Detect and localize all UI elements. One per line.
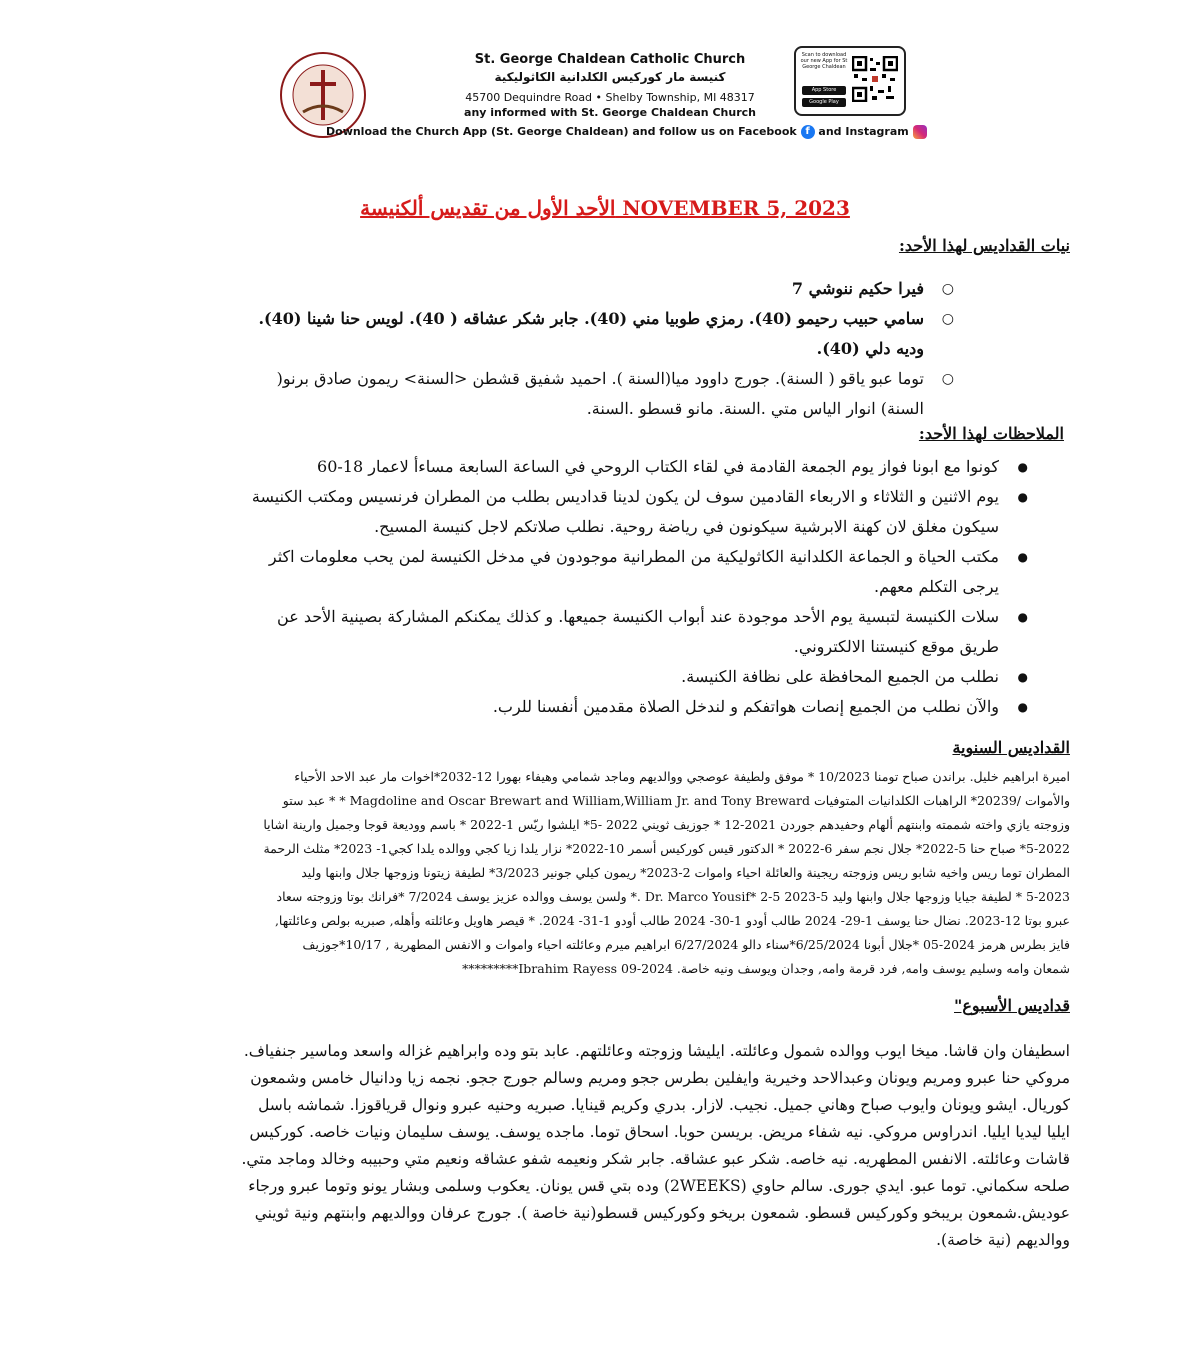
weekly-line: عوديش.شمعون بريبخو وكوركيس قسطو. شمعون بريخو وكوركيس قسطو(نية خاصة ). جورج عرفان ووالديهم وابنتهم ونية ثويني — [254, 1204, 1070, 1222]
download-line — [326, 125, 926, 139]
google-play-badge[interactable]: Google Play — [802, 98, 846, 107]
app-download-box — [794, 46, 906, 116]
weekly-line: قاشات وعائلته. الانفس المطهريه. نيه خاصه. شكر عبو عشاقه. جابر شكر ونعيمه شفو عشاقه ونعيم متي وحبيبه وخالد وماجد متي. — [241, 1150, 1070, 1168]
note-item: ● نطلب من الجميع المحافظة على نظافة الكنيسة. — [244, 662, 1034, 692]
app-store-badge[interactable]: App Store — [802, 86, 846, 95]
annual-line: 5-2022* صباح حنا 5-2022* جلال نجم سفر 6-2022 * الدكتور قيس كوركيس أسمر 10-2022* نزار يلدا زيا كجي ووالده يلدا كجي1- 2023* مثلث الرحمة — [263, 841, 1070, 856]
qr-code-icon — [852, 56, 898, 102]
intention-item: ○ توما عبو ياقو ( السنة). جورج داوود ميا(السنة ). احميد شفيق قشطن <السنة> ريمون صادق برنو( السنة) انوار الياس متي .السنة. مانو قسطو .السنة. — [234, 364, 954, 424]
intention-item: ○ سامي حبيب رحيمو (40). رمزي طوبيا مني (40). جابر شكر عشاقه ( 40). لويس حنا شينا (40). وديه دلي (40). — [234, 304, 954, 364]
page-title: الأحد الأول من تقديس ألكنيسة NOVEMBER 5, 2023 — [360, 196, 850, 220]
weekly-masses-heading: قداديس الأسبوع" — [954, 996, 1070, 1015]
download-text: Download the Church App (St. George Chaldean) and follow us on Facebook — [326, 125, 797, 138]
annual-line: وزوجته يازي واخته شممته وابنتهم ألهام وحفيدهم جوردن 2021-12 * جوزيف ثويني 2022 -5* ايلشوا ريّس 1-2022 * باسم ووديعة قوجا وجميل وارينة اشايا — [263, 817, 1070, 832]
church-name-arabic: كنيسة مار كوركيس الكلدانية الكاثوليكية — [494, 70, 726, 84]
intentions-heading: نيات القداديس لهذا الأحد: — [898, 236, 1070, 255]
annual-masses-text — [120, 765, 1070, 981]
church-name: St. George Chaldean Catholic Church — [474, 52, 746, 67]
note-item: ● يوم الاثنين و الثلاثاء و الاربعاء القادمين سوف لن يكون لدينا قداديس بطلب من المطران فرنسيس ومكتب الكنيسة سيكون مغلق لان كهنة الابرشية سيكونون في رياضة روحية. نطلب صلاتكم لاجل كنيسة المسيح. — [244, 482, 1034, 542]
instagram-text: and Instagram — [818, 125, 909, 138]
annual-line: اميرة ابراهيم خليل. براندن صباح تومنا 10/2023 * موفق ولطيفة عوصجي ووالديهم وماجد شمامي وهيفاء بهورا 12-2032*اخوات مار عبد الاحد الأحياء — [294, 769, 1070, 784]
notes-heading: الملاحظات لهذا الأحد: — [918, 424, 1064, 443]
church-address: 45700 Dequindre Road • Shelby Township, MI 48317 — [465, 91, 755, 104]
weekly-line: اسطيفان وان قاشا. ميخا ايوب ووالده شمول وعائلته. ايليشا وزوجته وعائلتهم. عابد بتو وده وابراهيم غزاله واسعد وماسير جنفياف. — [243, 1042, 1070, 1060]
intentions-list — [234, 274, 954, 424]
church-informed-line: any informed with St. George Chaldean Church — [464, 106, 756, 119]
weekly-line: مروكي حنا عبرو ومريم ويونان وعبدالاحد وخيرية وايفلين بطرس ججو ومريم وسالم جورج ججو. نجمه زيا ودانيال خامس وشمعون — [250, 1069, 1070, 1087]
weekly-line: ايليا ليديا ايليا. اندراوس مروكي. نيه شفاء مريض. بريسن حوبا. اسحاق توما. ماجده يوسف. يوسف سليمان ونيات خاصه. كوركيس — [249, 1123, 1070, 1141]
intention-item: ○ فيرا حكيم ننوشي 7 — [234, 274, 954, 304]
annual-line: شمعان وامه وسليم يوسف وامه, فرد قرمة وامه, وجدان ويوسف ونيه خاصة. Ibrahim Rayess 09-2024********* — [462, 961, 1070, 976]
instagram-icon[interactable] — [913, 125, 927, 139]
app-box-text: Scan to download our new App for St George Chaldean — [800, 52, 848, 70]
annual-line: عبرو بوتا 12-2023. نضال حنا يوسف 1-29- 2024 طالب أودو 1-30- 2024 طالب أودو 1-31- 2024. * قيصر هاويل وعائلته وأهله, صبريه بولص وعائلتها, — [274, 913, 1070, 928]
annual-masses-heading: القداديس السنوية — [952, 738, 1070, 757]
annual-line: 5-2023 * لطيفة جيايا وزوجها جلال وابنها وليد 5-2023 5-2 *Dr. Marco Yousif .* ولسن يوسف ووالده عزيز يوسف 7/2024 *فرانك بوتا وزوجته سعاد — [276, 889, 1070, 904]
notes-list — [244, 452, 1034, 722]
weekly-masses-text — [120, 1038, 1070, 1254]
note-item: ● والآن نطلب من الجميع إنصات هواتفكم و لندخل الصلاة مقدمين أنفسنا للرب. — [244, 692, 1034, 722]
note-item: ● سلات الكنيسة لتبسية يوم الأحد موجودة عند أبواب الكنيسة جميعها. و كذلك يمكنكم المشاركة بصينية الأحد عن طريق موقع كنيستنا الالكتروني. — [244, 602, 1034, 662]
weekly-line: صلحه سكماني. توما عبو. ايدي جورى. سالم حاوي (2WEEKS) وده بتي قس يونان. يعكوب وسلمى وبشار يونو وتوما عبرو ورجاء — [248, 1177, 1070, 1195]
annual-line: والأموات /20239* الراهبات الكلدانيات المتوفيات Magdoline and Oscar Brewart and William,William Jr. and Tony Breward * * عبد ستو — [282, 793, 1070, 808]
facebook-icon[interactable]: f — [801, 125, 815, 139]
note-item: ● كونوا مع ابونا فواز يوم الجمعة القادمة في لقاء الكتاب الروحي في الساعة السابعة مساءأ لاعمار 18-60 — [244, 452, 1034, 482]
annual-line: فايز بطرس هرمز 2024-05 *جلال أبونا 6/25/2024*سناء دالو 6/27/2024 ابراهيم ميرم وعائلته احياء واموات و الانفس المطهرية , 10/17*جوزيف — [302, 937, 1070, 952]
weekly-line: ووالديهم (نية خاصة). — [936, 1231, 1070, 1249]
note-item: ● مكتب الحياة و الجماعة الكلدانية الكاثوليكية من المطرانية موجودون في مدخل الكنيسة لمن يحب معلومات اكثر يرجى التكلم معهم. — [244, 542, 1034, 602]
weekly-line: كوريال. ايشو ويونان وايوب صباح وهاني جميل. نجيب. لازار. بدري وكريم قينايا. صبريه وحنيه عبرو ونوال قرياقوزا. شماشه باسل — [258, 1096, 1070, 1114]
annual-line: المطران توما ريس واخيه شابو ريس وزوجته ريجينة والعائلة احياء واموات 2-2023* ريمون كيلي جونير 3/2023* لطيفة زيتونا وزوجها جلال وابنها وليد — [301, 865, 1070, 880]
